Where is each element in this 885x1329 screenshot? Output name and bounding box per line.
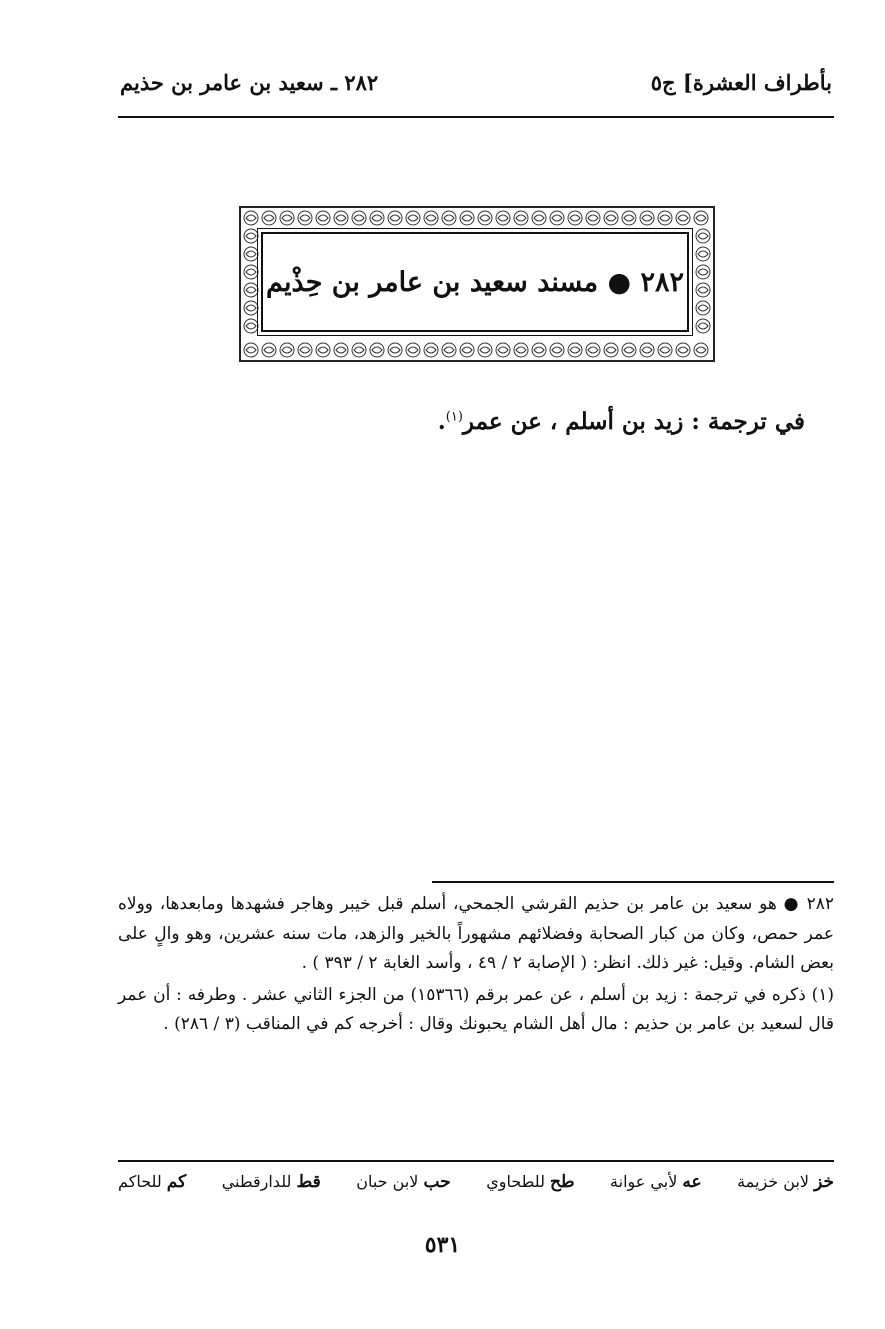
abbreviation-legend [118,1172,834,1192]
section-number: ٢٨٢ [640,266,684,298]
footnotes [118,890,834,1040]
abbreviation-item: طح للطحاوي [486,1172,575,1192]
body-line-end: . [437,408,446,435]
section-title-text: مسند سعيد بن عامر بن حِذْيم [266,266,599,298]
title-box [261,232,689,332]
footnote-rule [432,881,834,883]
title-frame [239,206,715,362]
body-line-text: في ترجمة : زيد بن أسلم ، عن عمر [462,408,805,435]
abbreviation-rule [118,1160,834,1162]
header-rule [118,116,834,118]
footnote-ref: (١) [445,409,463,425]
abbreviation-item: خز لابن خزيمة [737,1172,834,1192]
abbreviation-item: قط للدارقطني [221,1172,321,1192]
abbreviation-item: كم للحاكم [118,1172,187,1192]
page-number: ٥٣١ [424,1232,461,1258]
footnote-biography: ٢٨٢ ● هو سعيد بن عامر بن حذيم القرشي الجمحي، أسلم قبل خيبر وهاجر فشهدها ومابعدها، وولاه عمر حمص، وكان من كبار الصحابة وفضلائهم مشهوراً بالخير والزهد، مات سنه عشرين، وهو والٍ على بعض الشام. وقيل: غير ذلك. انظر: ( الإصابة ٢ / ٤٩ ، وأسد الغابة ٢ / ٣٩٣ ) . [118,894,834,973]
abbreviation-item: حب لابن حبان [356,1172,451,1192]
running-header [118,66,832,110]
bullet-icon: ● [607,266,632,298]
running-header-section: ٢٨٢ ـ سعيد بن عامر بن حذيم [120,70,379,95]
abbreviation-item: عه لأبي عوانة [610,1172,702,1192]
running-header-book-title: بأطراف العشرة] ج٥ [650,70,832,95]
body-text [105,408,805,435]
section-title [266,267,684,298]
footnote-1: (١) ذكره في ترجمة : زيد بن أسلم ، عن عمر برقم (١٥٣٦٦) من الجزء الثاني عشر . وطرفه : أن عمر قال لسعيد بن عامر بن حذيم : مال أهل الشام يحبونك وقال : أخرجه كم في المناقب (٣ / ٢٨٦) . [118,984,834,1034]
